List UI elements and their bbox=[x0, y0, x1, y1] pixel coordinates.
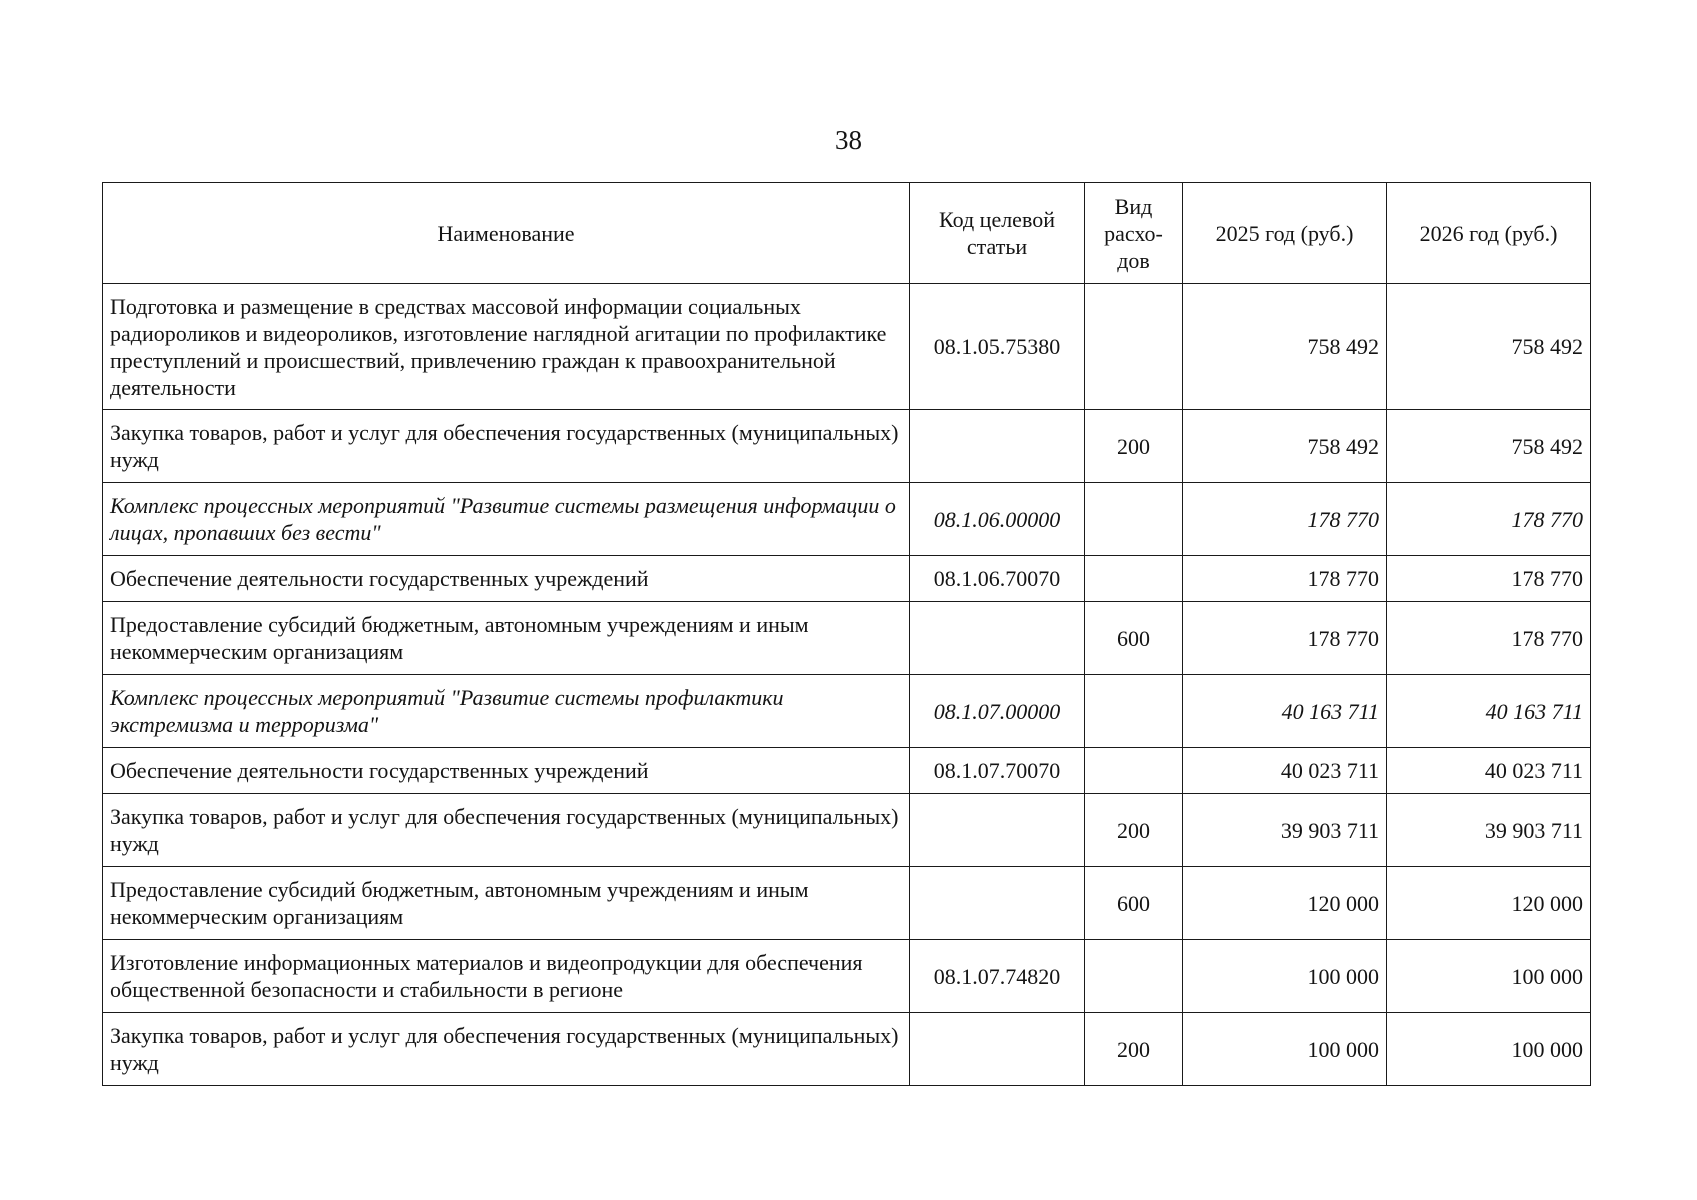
row-name: Изготовление информационных материалов и видеопродукции для обеспечения общественной безопасности и стабильности в регионе bbox=[103, 940, 910, 1013]
row-2026: 178 770 bbox=[1387, 602, 1591, 675]
row-2026: 40 163 711 bbox=[1387, 675, 1591, 748]
row-name: Закупка товаров, работ и услуг для обеспечения государственных (муниципальных) нужд bbox=[103, 1013, 910, 1086]
row-type: 600 bbox=[1085, 867, 1183, 940]
row-2026: 39 903 711 bbox=[1387, 794, 1591, 867]
row-type: 200 bbox=[1085, 410, 1183, 483]
row-type: 600 bbox=[1085, 602, 1183, 675]
row-2026: 40 023 711 bbox=[1387, 748, 1591, 794]
table-row bbox=[103, 940, 1591, 1013]
table-row bbox=[103, 748, 1591, 794]
row-2025: 178 770 bbox=[1183, 602, 1387, 675]
row-2026: 120 000 bbox=[1387, 867, 1591, 940]
row-code: 08.1.06.70070 bbox=[910, 556, 1085, 602]
table-row bbox=[103, 602, 1591, 675]
table-row bbox=[103, 556, 1591, 602]
row-type bbox=[1085, 748, 1183, 794]
row-code bbox=[910, 410, 1085, 483]
row-name: Комплекс процессных мероприятий "Развитие системы профилактики экстремизма и терроризма" bbox=[103, 675, 910, 748]
row-type bbox=[1085, 675, 1183, 748]
row-code: 08.1.07.00000 bbox=[910, 675, 1085, 748]
row-2026: 178 770 bbox=[1387, 483, 1591, 556]
table-row bbox=[103, 483, 1591, 556]
table-row bbox=[103, 867, 1591, 940]
table-row bbox=[103, 1013, 1591, 1086]
page-number: 38 bbox=[835, 125, 862, 155]
row-name: Комплекс процессных мероприятий "Развитие системы размещения информации о лицах, пропавших без вести" bbox=[103, 483, 910, 556]
row-2025: 40 163 711 bbox=[1183, 675, 1387, 748]
row-code bbox=[910, 794, 1085, 867]
row-type bbox=[1085, 556, 1183, 602]
row-type bbox=[1085, 284, 1183, 410]
header-type: Вид расхо-дов bbox=[1085, 183, 1183, 284]
table-row bbox=[103, 675, 1591, 748]
row-2025: 758 492 bbox=[1183, 410, 1387, 483]
table-header-row bbox=[103, 183, 1591, 284]
row-type: 200 bbox=[1085, 1013, 1183, 1086]
row-name: Обеспечение деятельности государственных учреждений bbox=[103, 556, 910, 602]
row-code: 08.1.07.74820 bbox=[910, 940, 1085, 1013]
row-2026: 758 492 bbox=[1387, 410, 1591, 483]
row-2025: 39 903 711 bbox=[1183, 794, 1387, 867]
row-name: Предоставление субсидий бюджетным, автономным учреждениям и иным некоммерческим организациям bbox=[103, 602, 910, 675]
row-2025: 758 492 bbox=[1183, 284, 1387, 410]
row-name: Закупка товаров, работ и услуг для обеспечения государственных (муниципальных) нужд bbox=[103, 410, 910, 483]
header-name: Наименование bbox=[103, 183, 910, 284]
row-2025: 40 023 711 bbox=[1183, 748, 1387, 794]
table-row bbox=[103, 410, 1591, 483]
row-2026: 758 492 bbox=[1387, 284, 1591, 410]
row-type bbox=[1085, 483, 1183, 556]
row-name: Предоставление субсидий бюджетным, автономным учреждениям и иным некоммерческим организациям bbox=[103, 867, 910, 940]
row-2025: 178 770 bbox=[1183, 556, 1387, 602]
row-2026: 178 770 bbox=[1387, 556, 1591, 602]
row-2025: 100 000 bbox=[1183, 940, 1387, 1013]
header-2026: 2026 год (руб.) bbox=[1387, 183, 1591, 284]
row-2025: 120 000 bbox=[1183, 867, 1387, 940]
row-code bbox=[910, 867, 1085, 940]
row-2026: 100 000 bbox=[1387, 1013, 1591, 1086]
row-name: Закупка товаров, работ и услуг для обеспечения государственных (муниципальных) нужд bbox=[103, 794, 910, 867]
row-code bbox=[910, 1013, 1085, 1086]
row-2026: 100 000 bbox=[1387, 940, 1591, 1013]
table-row bbox=[103, 284, 1591, 410]
row-type bbox=[1085, 940, 1183, 1013]
row-2025: 178 770 bbox=[1183, 483, 1387, 556]
table-row bbox=[103, 794, 1591, 867]
row-name: Обеспечение деятельности государственных учреждений bbox=[103, 748, 910, 794]
row-code: 08.1.05.75380 bbox=[910, 284, 1085, 410]
row-code bbox=[910, 602, 1085, 675]
row-name: Подготовка и размещение в средствах массовой информации социальных радиороликов и видеороликов, изготовление наглядной агитации по профилактике преступлений и происшествий, привлечению граждан к правоохранительной деятельности bbox=[103, 284, 910, 410]
header-code: Код целевой статьи bbox=[910, 183, 1085, 284]
row-type: 200 bbox=[1085, 794, 1183, 867]
row-code: 08.1.07.70070 bbox=[910, 748, 1085, 794]
row-code: 08.1.06.00000 bbox=[910, 483, 1085, 556]
header-2025: 2025 год (руб.) bbox=[1183, 183, 1387, 284]
row-2025: 100 000 bbox=[1183, 1013, 1387, 1086]
budget-table bbox=[102, 182, 1591, 1086]
